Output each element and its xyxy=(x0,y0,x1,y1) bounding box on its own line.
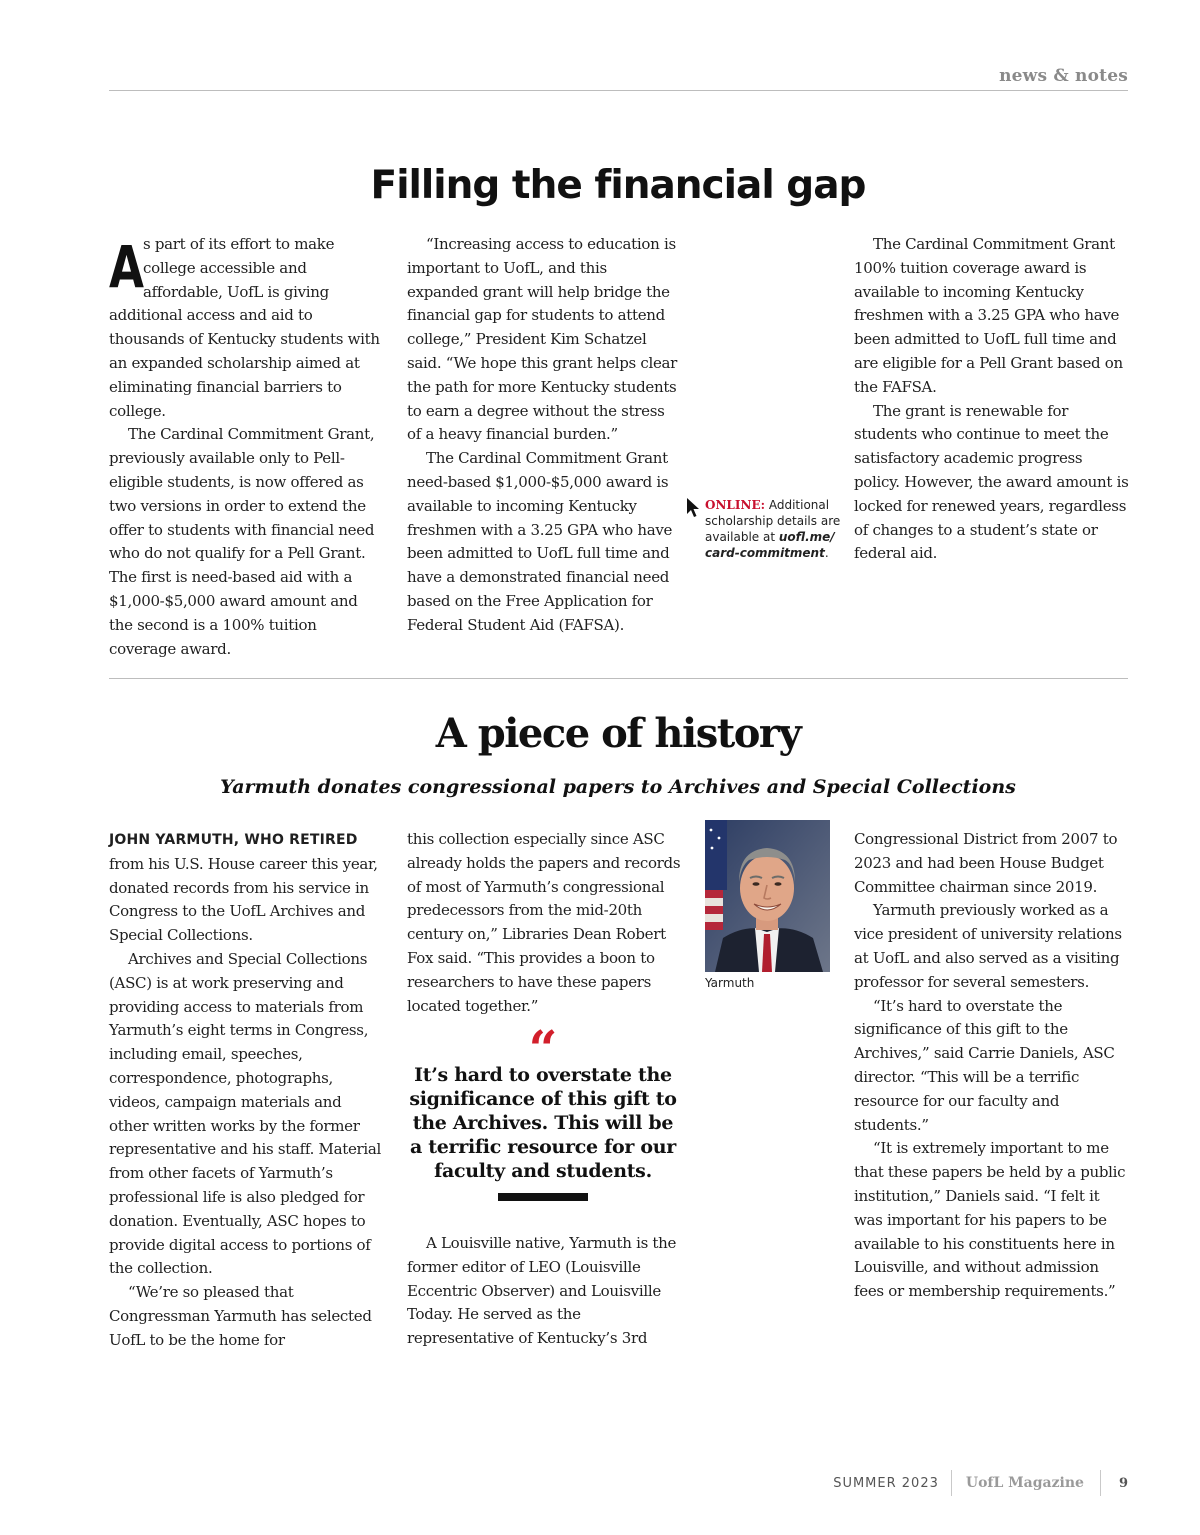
article1-paragraph: “Increasing access to education is important to UofL, and this expanded grant will help bridge the financial gap for students to attend college,” President Kim Schatzel said. “We hope this grant helps clear the path for more Kentucky students to earn a degree without the stress of a heavy financial burden.” xyxy=(407,235,678,444)
online-tag: ONLINE: xyxy=(705,498,766,512)
section-label: news & notes xyxy=(999,66,1128,86)
online-callout-text xyxy=(705,497,846,561)
drop-cap: A xyxy=(109,233,144,301)
photo-caption: Yarmuth xyxy=(705,976,755,990)
article2-paragraph: A Louisville native, Yarmuth is the former editor of LEO (Louisville Eccentric Observer) and Louisville Today. He served as the representative of Kentucky’s 3rd xyxy=(407,1234,677,1348)
article2-paragraph: “It is extremely important to me that these papers be held by a public institution,” Daniels said. “I felt it was important for his papers to be available to his constituents here in Louisville, and without admission fees or membership requirements.” xyxy=(854,1139,1126,1301)
issue-label: SUMMER 2023 xyxy=(833,1475,939,1491)
article2-column-2-bottom xyxy=(407,1232,682,1351)
article-title-piece-of-history: A piece of history xyxy=(435,710,801,757)
article1-column-2 xyxy=(407,233,682,638)
article1-paragraph: The Cardinal Commitment Grant, previously available only to Pell-eligible students, is now offered as two versions in order to extend the offer to students with financial need who do not qualify for a Pell Grant. The first is need-based aid with a $1,000-$5,000 award amount and the second is a 100% tuition coverage award. xyxy=(109,425,375,658)
magazine-name: UofL Magazine xyxy=(965,1475,1084,1491)
article2-column-1 xyxy=(109,828,384,1353)
article1-paragraph: The grant is renewable for students who continue to meet the satisfactory academic progress policy. However, the award amount is locked for renewed years, regardless of changes to a student’s state or federal aid. xyxy=(854,401,1129,563)
article1-column-1 xyxy=(109,233,384,661)
page-footer xyxy=(833,1470,1128,1496)
article2-paragraph: “It’s hard to overstate the significance of this gift to the Archives,” said Carrie Daniels, ASC director. “This will be a terrific resource for our faculty and students.” xyxy=(854,996,1115,1134)
online-period: . xyxy=(824,546,829,560)
lead-in-caps: JOHN YARMUTH, WHO RETIRED xyxy=(109,832,358,848)
portrait-image xyxy=(705,820,830,972)
paragraph-text: from his U.S. House career this year, donated records from his service in Congress to the UofL Archives and Special Collections. xyxy=(109,854,378,945)
article1-column-3 xyxy=(854,233,1129,566)
page-number: 9 xyxy=(1118,1475,1128,1491)
header-rule xyxy=(109,90,1128,91)
yarmuth-portrait xyxy=(705,820,830,972)
section-divider xyxy=(109,678,1128,679)
article2-column-3 xyxy=(854,828,1129,1304)
online-callout xyxy=(686,497,846,561)
pull-quote-bar xyxy=(498,1193,588,1201)
article2-paragraph: this collection especially since ASC already holds the papers and records of most of Yarmuth’s congressional predecessors from the mid-20th century on,” Libraries Dean Robert Fox said. “This provides a boon to researchers to have these papers located together.” xyxy=(407,830,681,1015)
article2-paragraph: “We’re so pleased that Congressman Yarmuth has selected UofL to be the home for xyxy=(109,1283,372,1349)
article2-paragraph: Yarmuth previously worked as a vice president of university relations at UofL and also served as a visiting professor for several semesters. xyxy=(854,901,1122,991)
paragraph-text: s part of its effort to make college accessible and affordable, UofL is giving additional access and aid to thousands of Kentucky students with an expanded scholarship aimed at eliminating financial barriers to college. xyxy=(109,235,380,420)
article1-paragraph: The Cardinal Commitment Grant 100% tuition coverage award is available to incoming Kentucky freshmen with a 3.25 GPA who have been admitted to UofL full time and are eligible for a Pell Grant based on the FAFSA. xyxy=(854,235,1123,396)
article2-column-2-top xyxy=(407,828,682,1018)
article-title-financial-gap: Filling the financial gap xyxy=(370,163,866,208)
pull-quote: It’s hard to overstate the significance of this gift to the Archives. This will be a terrific resource for our faculty and students. xyxy=(409,1064,677,1182)
online-link[interactable]: uofl.me/ card-commitment xyxy=(705,530,835,560)
article2-paragraph: Congressional District from 2007 to 2023 and had been House Budget Committee chairman since 2019. xyxy=(854,830,1118,896)
article1-paragraph xyxy=(109,233,384,423)
online-description: Additional scholarship details are available at xyxy=(705,498,841,544)
article1-paragraph: The Cardinal Commitment Grant need-based $1,000-$5,000 award is available to incoming Kentucky freshmen with a 3.25 GPA who have been admitted to UofL full time and have a demonstrated financial need based on the Free Application for Federal Student Aid (FAFSA). xyxy=(407,449,673,634)
article2-paragraph xyxy=(109,828,384,948)
quote-mark-icon: “ xyxy=(528,1019,558,1078)
cursor-arrow-icon xyxy=(686,497,700,519)
article2-paragraph: Archives and Special Collections (ASC) is at work preserving and providing access to materials from Yarmuth’s eight terms in Congress, including email, speeches, correspondence, photographs, videos, campaign materials and other written works by the former representative and his staff. Material from other facets of Yarmuth’s professional life is also pledged for donation. Eventually, ASC hopes to provide digital access to portions of the collection. xyxy=(109,949,382,1278)
article-subtitle: Yarmuth donates congressional papers to Archives and Special Collections xyxy=(220,776,1016,798)
